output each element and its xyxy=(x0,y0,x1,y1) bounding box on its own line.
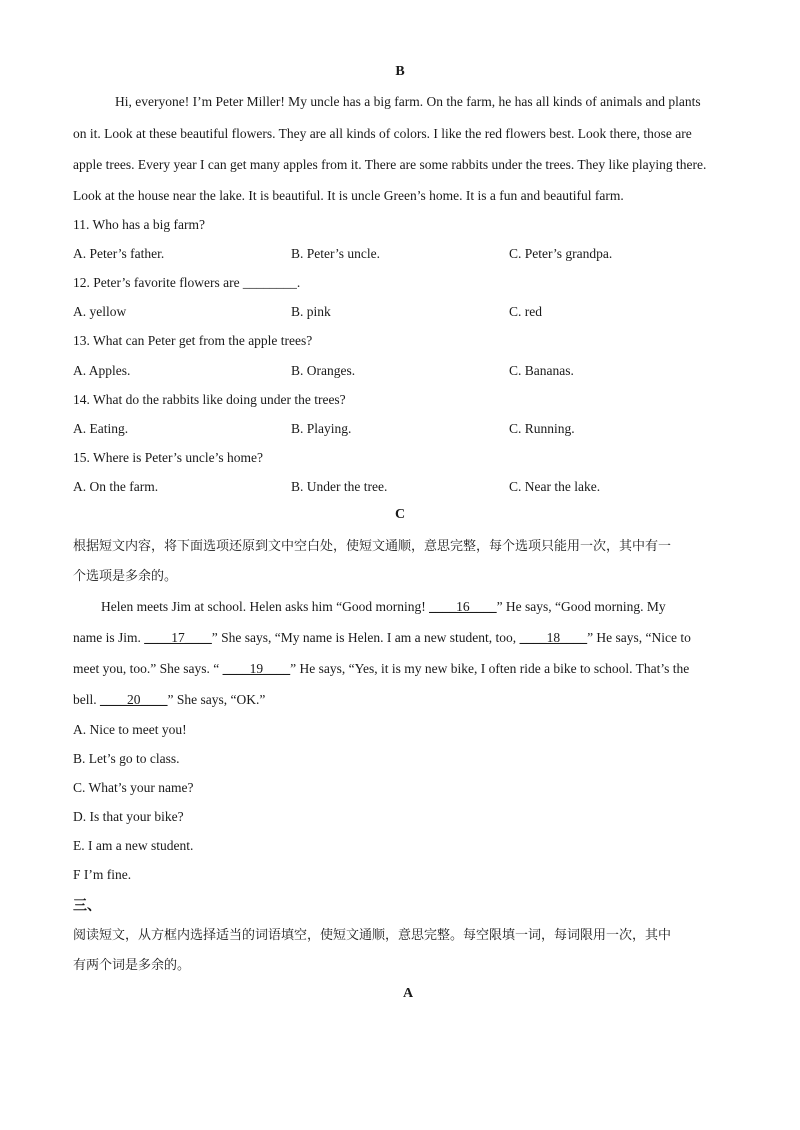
section-3-instruction-line-1: 阅读短文，从方框内选择适当的词语填空，使短文通顺，意思完整。每空限填一词，每词限用一次，其中 xyxy=(73,928,672,943)
q15-option-c: C. Near the lake. xyxy=(509,479,601,494)
q11-option-b: B. Peter’s uncle. xyxy=(291,246,380,261)
passage-c-line-4: bell. ____20____” She says, “OK.” xyxy=(73,692,266,707)
q13-option-b: B. Oranges. xyxy=(291,363,356,378)
section-c-heading: C xyxy=(394,507,406,522)
blank-20: ____20____ xyxy=(100,692,168,707)
question-14: 14. What do the rabbits like doing under the trees? xyxy=(73,392,346,407)
q11-option-a: A. Peter’s father. xyxy=(73,246,165,261)
q14-option-c: C. Running. xyxy=(509,421,575,436)
question-13: 13. What can Peter get from the apple trees? xyxy=(73,333,313,348)
question-11: 11. Who has a big farm? xyxy=(73,217,205,232)
passage-c-line-2: name is Jim. ____17____” She says, “My name is Helen. I am a new student, too, ____18____” He says, “Nice to xyxy=(73,630,691,645)
q12-option-b: B. pink xyxy=(291,304,331,319)
question-12: 12. Peter’s favorite flowers are ________. xyxy=(73,275,301,290)
passage-b-line-4: Look at the house near the lake. It is beautiful. It is uncle Green’s home. It is a fun and beautiful farm. xyxy=(73,188,624,203)
q13-option-a: A. Apples. xyxy=(73,363,131,378)
option-f: F I’m fine. xyxy=(73,867,132,882)
q15-option-b: B. Under the tree. xyxy=(291,479,388,494)
section-3-heading: 三、 xyxy=(73,898,101,914)
blank-18: ____18____ xyxy=(519,630,588,645)
option-b: B. Let’s go to class. xyxy=(73,751,180,766)
passage-c-line-1: Helen meets Jim at school. Helen asks him “Good morning! ____16____” He says, “Good morning. My xyxy=(101,599,666,614)
passage-b-line-2: on it. Look at these beautiful flowers. They are all kinds of colors. I like the red flowers best. Look there, those are xyxy=(73,126,692,141)
section-3-instruction-line-2: 有两个词是多余的。 xyxy=(73,958,191,973)
option-e: E. I am a new student. xyxy=(73,838,194,853)
q11-option-c: C. Peter’s grandpa. xyxy=(509,246,613,261)
passage-c-line-3: meet you, too.” She says. “ ____19____” He says, “Yes, it is my new bike, I often ride a bike to school. That’s the xyxy=(73,661,690,676)
section-c-instruction-line-1: 根据短文内容，将下面选项还原到文中空白处，使短文通顺，意思完整，每个选项只能用一次，其中有一 xyxy=(73,539,672,554)
option-d: D. Is that your bike? xyxy=(73,809,184,824)
q13-option-c: C. Bananas. xyxy=(509,363,574,378)
section-b-heading: B xyxy=(395,64,405,79)
blank-19: ____19____ xyxy=(222,661,291,676)
q12-option-c: C. red xyxy=(509,304,542,319)
blank-16: ____16____ xyxy=(429,599,497,614)
blank-17: ____17____ xyxy=(144,630,212,645)
passage-b-line-3: apple trees. Every year I can get many apples from it. There are some rabbits under the trees. They like playing there. xyxy=(73,157,707,172)
section-3-sub-heading-a: A xyxy=(402,986,414,1001)
q15-option-a: A. On the farm. xyxy=(73,479,159,494)
question-15: 15. Where is Peter’s uncle’s home? xyxy=(73,450,263,465)
q12-option-a: A. yellow xyxy=(73,304,127,319)
option-c: C. What’s your name? xyxy=(73,780,194,795)
q14-option-b: B. Playing. xyxy=(291,421,352,436)
section-c-instruction-line-2: 个选项是多余的。 xyxy=(73,569,178,584)
q14-option-a: A. Eating. xyxy=(73,421,129,436)
passage-b-line-1: Hi, everyone! I’m Peter Miller! My uncle has a big farm. On the farm, he has all kinds of animals and plants xyxy=(115,94,701,109)
option-a: A. Nice to meet you! xyxy=(73,722,187,737)
